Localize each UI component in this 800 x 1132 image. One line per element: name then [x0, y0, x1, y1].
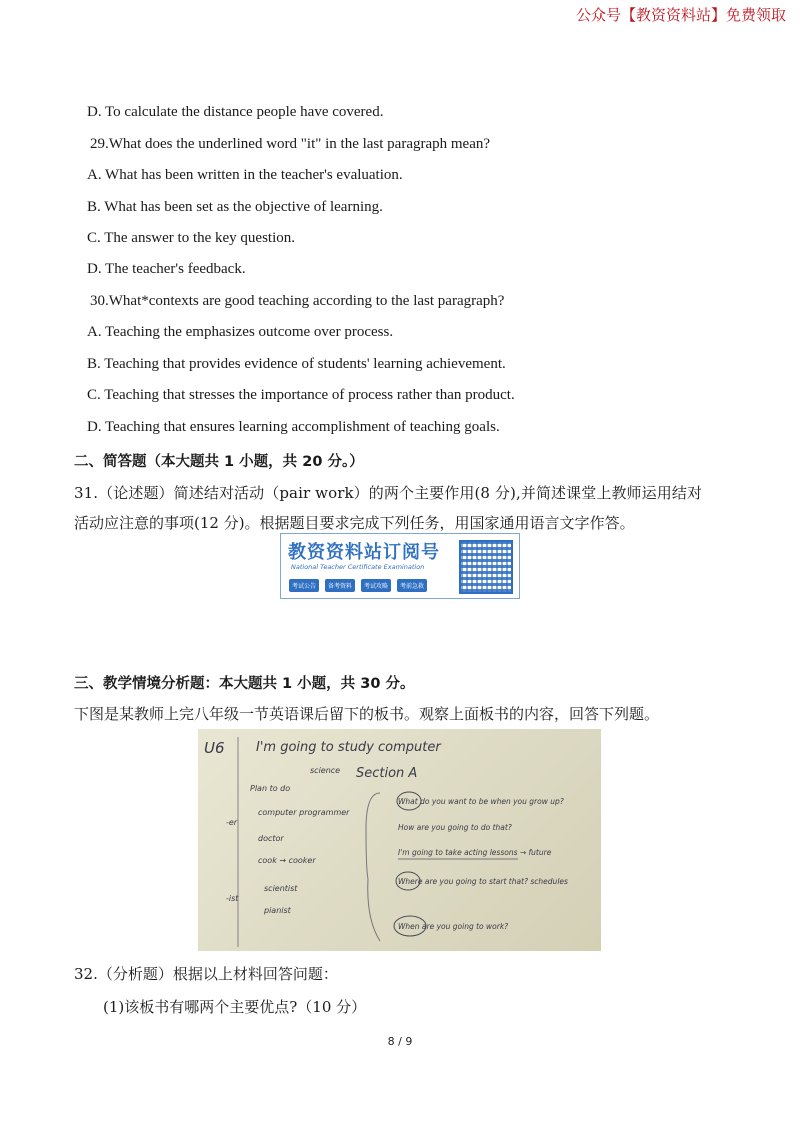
stamp-tag: 考试攻略 [361, 579, 391, 592]
header-note: 公众号【教资资料站】免费领取 [575, 6, 786, 24]
page-number: 8 / 9 [387, 1035, 413, 1048]
stamp-tag: 考前急救 [397, 579, 427, 592]
q30-question: 30.What*contexts are good teaching according to the last paragraph? [90, 293, 505, 309]
board-left-item: scientist [264, 884, 298, 893]
board-right-line: Where are you going to start that? schedules [398, 877, 568, 886]
stamp-tags [289, 579, 427, 592]
q29-question: 29.What does the underlined word "it" in the last paragraph mean? [90, 136, 491, 152]
board-science: science [310, 766, 341, 775]
q29-option-a: A. What has been written in the teacher's evaluation. [87, 167, 403, 183]
stamp-tag: 备考资料 [325, 579, 355, 592]
qr-code-icon [459, 540, 513, 594]
stamp-title: 教资资料站订阅号 [288, 542, 440, 563]
board-left-item: cook → cooker [258, 856, 316, 865]
q31-text-line2: 活动应注意的事项(12 分)。根据题目要求完成下列任务，用国家通用语言文字作答。 [74, 514, 635, 532]
section2-heading: 二、简答题（本大题共 1 小题，共 20 分。） [74, 454, 364, 470]
board-title: I'm going to study computer [256, 740, 441, 755]
board-unit: U6 [204, 739, 225, 757]
board-left-item: Plan to do [250, 784, 291, 793]
board-left-item: doctor [258, 834, 284, 843]
q31-text-line1: 31.（论述题）简述结对活动（pair work）的两个主要作用(8 分),并简述课堂上教师运用结对 [74, 484, 703, 502]
board-right-line: How are you going to do that? [398, 823, 512, 832]
board-section: Section A [356, 766, 418, 781]
section3-heading: 三、教学情境分析题：本大题共 1 小题，共 30 分。 [74, 676, 415, 692]
board-right-line: I'm going to take acting lessons → future [398, 848, 552, 857]
board-right-line: When are you going to work? [398, 922, 509, 931]
q28-option-d: D. To calculate the distance people have covered. [87, 104, 384, 120]
stamp-tag: 考试公告 [289, 579, 319, 592]
q32-sub1: (1)该板书有哪两个主要优点?（10 分） [103, 998, 367, 1016]
q29-option-b: B. What has been set as the objective of learning. [87, 199, 383, 215]
board-left-item: pianist [264, 906, 291, 915]
subscription-stamp [280, 533, 520, 599]
board-left-label: -ist [226, 894, 239, 903]
q32-question: 32.（分析题）根据以上材料回答问题： [74, 965, 338, 983]
stamp-subtitle: National Teacher Certificate Examination [291, 563, 425, 571]
q29-option-c: C. The answer to the key question. [87, 230, 296, 246]
whiteboard-photo [198, 729, 601, 951]
board-right-line: What do you want to be when you grow up? [398, 797, 564, 806]
q29-option-d: D. The teacher's feedback. [87, 261, 246, 277]
q30-option-d: D. Teaching that ensures learning accomplishment of teaching goals. [87, 419, 500, 435]
section3-intro: 下图是某教师上完八年级一节英语课后留下的板书。观察上面板书的内容，回答下列题。 [74, 705, 660, 723]
q30-option-c: C. Teaching that stresses the importance of process rather than product. [87, 387, 515, 403]
q30-option-a: A. Teaching the emphasizes outcome over process. [87, 324, 394, 340]
q30-option-b: B. Teaching that provides evidence of students' learning achievement. [87, 356, 506, 372]
board-left-label: -er [226, 818, 238, 827]
board-left-item: computer programmer [258, 808, 350, 817]
